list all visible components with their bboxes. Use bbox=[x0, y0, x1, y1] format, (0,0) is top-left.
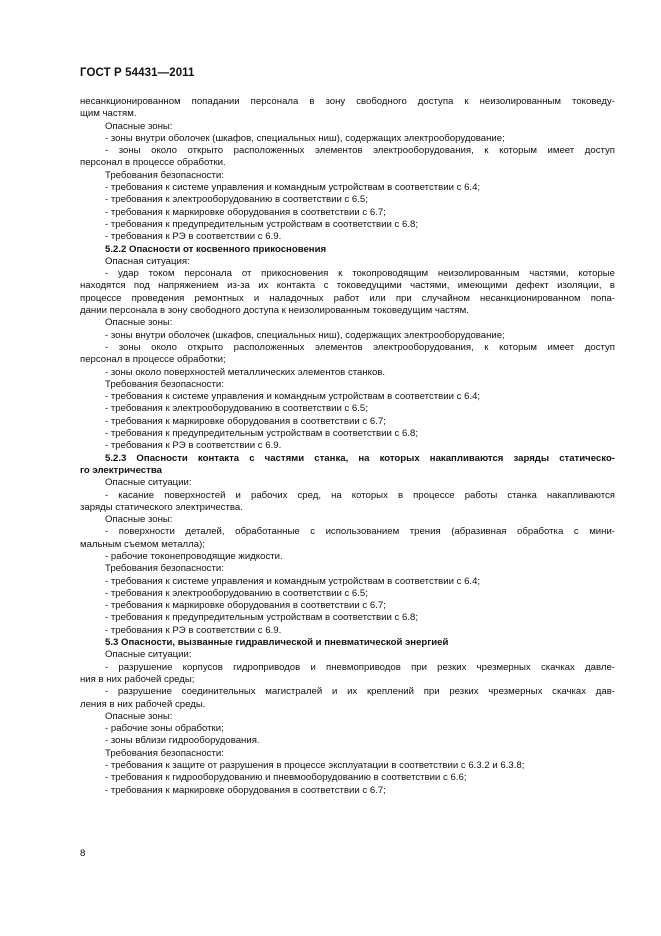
page-number: 8 bbox=[80, 848, 86, 859]
section-heading-line: 5.2.2 Опасности от косвенного прикосновения bbox=[105, 243, 327, 255]
text-line: персонал в процессе обработки; bbox=[80, 354, 226, 366]
text-line: - требования к РЭ в соответствии с 6.9. bbox=[105, 440, 282, 452]
section-heading-line: го электричества bbox=[80, 464, 162, 476]
text-line: - рабочие токонепроводящие жидкости. bbox=[105, 550, 283, 562]
text-line: - зоны около открыто расположенных элементов электрооборудования, к которым имеет доступ bbox=[105, 341, 615, 353]
section-heading-line: 5.3 Опасности, вызванные гидравлической и пневматической энергией bbox=[105, 637, 449, 649]
text-line: процессе проведения ремонтных и наладочных работ или при случайном несанкционированном попа- bbox=[80, 292, 615, 304]
text-line: несанкционированном попадании персонала в зону свободного доступа к неизолированным токоведу- bbox=[80, 96, 615, 107]
text-line: - касание поверхностей и рабочих сред, на которых в процессе работы станка накапливаются bbox=[105, 489, 615, 501]
text-line: - требования к предупредительным устройствам в соответствии с 6.8; bbox=[105, 428, 419, 440]
text-line: Опасные зоны: bbox=[105, 710, 173, 722]
text-line: Требования безопасности: bbox=[105, 378, 224, 390]
text-line: Опасная ситуация: bbox=[105, 255, 190, 267]
text-line: - разрушение корпусов гидроприводов и пневмоприводов при резких чрезмерных скачках давле- bbox=[105, 661, 615, 673]
text-line: Опасные зоны: bbox=[105, 120, 173, 132]
text-line: - требования к защите от разрушения в процессе эксплуатации в соответствии с 6.3.2 и 6.3.8; bbox=[105, 760, 525, 772]
text-line: Требования безопасности: bbox=[105, 563, 224, 575]
text-line: - требования к маркировке оборудования в соответствии с 6.7; bbox=[105, 415, 386, 427]
text-line: - зоны около открыто расположенных элементов электрооборудования, к которым имеет доступ bbox=[105, 145, 615, 157]
text-line: - требования к системе управления и командным устройствам в соответствии с 6.4; bbox=[105, 575, 481, 587]
text-line: - требования к электрооборудованию в соответствии с 6.5; bbox=[105, 194, 368, 206]
text-line: дании персонала в зону свободного доступа к неизолированным токоведущим частям. bbox=[80, 305, 469, 317]
text-line: - удар током персонала от прикосновения к токопроводящим неизолированным частями, которые bbox=[105, 268, 615, 280]
text-line: - зоны вблизи гидрооборудования. bbox=[105, 735, 260, 747]
text-line: - требования к маркировке оборудования в соответствии с 6.7; bbox=[105, 784, 386, 796]
text-line: - требования к РЭ в соответствии с 6.9. bbox=[105, 624, 282, 636]
text-line: Опасные зоны: bbox=[105, 514, 173, 526]
document-header: ГОСТ Р 54431—2011 bbox=[80, 67, 195, 79]
text-line: мальным съемом металла); bbox=[80, 538, 205, 550]
text-line: ления в них рабочей среды. bbox=[80, 698, 206, 710]
text-line: ния в них рабочей среды; bbox=[80, 673, 195, 685]
text-line: Требования безопасности: bbox=[105, 169, 224, 181]
text-line: заряды статического электричества. bbox=[80, 501, 243, 513]
text-line: персонал в процессе обработки. bbox=[80, 157, 226, 169]
text-line: - зоны около поверхностей металлических элементов станков. bbox=[105, 366, 386, 378]
text-line: - требования к маркировке оборудования в соответствии с 6.7; bbox=[105, 600, 386, 612]
text-line: - зоны внутри оболочек (шкафов, специальных ниш), содержащих электрооборудование; bbox=[105, 329, 505, 341]
text-line: - рабочие зоны обработки; bbox=[105, 723, 224, 735]
text-line: - требования к электрооборудованию в соответствии с 6.5; bbox=[105, 403, 368, 415]
section-heading-line: 5.2.3 Опасности контакта с частями станка, на которых накапливаются заряды статическо- bbox=[105, 452, 615, 464]
text-line: Требования безопасности: bbox=[105, 747, 224, 759]
text-line: - требования к системе управления и командным устройствам в соответствии с 6.4; bbox=[105, 391, 481, 403]
text-line: - разрушение соединительных магистралей и их креплений при резких чрезмерных скачках дав- bbox=[105, 686, 615, 698]
text-line: - требования к предупредительным устройствам в соответствии с 6.8; bbox=[105, 218, 419, 230]
text-line: - требования к РЭ в соответствии с 6.9. bbox=[105, 231, 282, 243]
document-body bbox=[80, 96, 615, 797]
text-line: - требования к электрооборудованию в соответствии с 6.5; bbox=[105, 587, 368, 599]
text-line: - требования к маркировке оборудования в соответствии с 6.7; bbox=[105, 206, 386, 218]
text-line: находятся под напряжением из-за их контакта с токоведущими частями, имеющими дефект изоляции, в bbox=[80, 280, 615, 292]
text-line: - требования к гидрооборудованию и пневмооборудованию в соответствии с 6.6; bbox=[105, 772, 467, 784]
text-line: Опасные зоны: bbox=[105, 317, 173, 329]
text-line: щим частям. bbox=[80, 108, 137, 120]
text-line: - поверхности деталей, обработанные с использованием трения (абразивная обработка с мини- bbox=[105, 526, 615, 538]
text-line: Опасные ситуации: bbox=[105, 477, 192, 489]
text-line: - требования к системе управления и командным устройствам в соответствии с 6.4; bbox=[105, 182, 481, 194]
text-line: - требования к предупредительным устройствам в соответствии с 6.8; bbox=[105, 612, 419, 624]
text-line: Опасные ситуации: bbox=[105, 649, 192, 661]
text-line: - зоны внутри оболочек (шкафов, специальных ниш), содержащих электрооборудование; bbox=[105, 132, 505, 144]
